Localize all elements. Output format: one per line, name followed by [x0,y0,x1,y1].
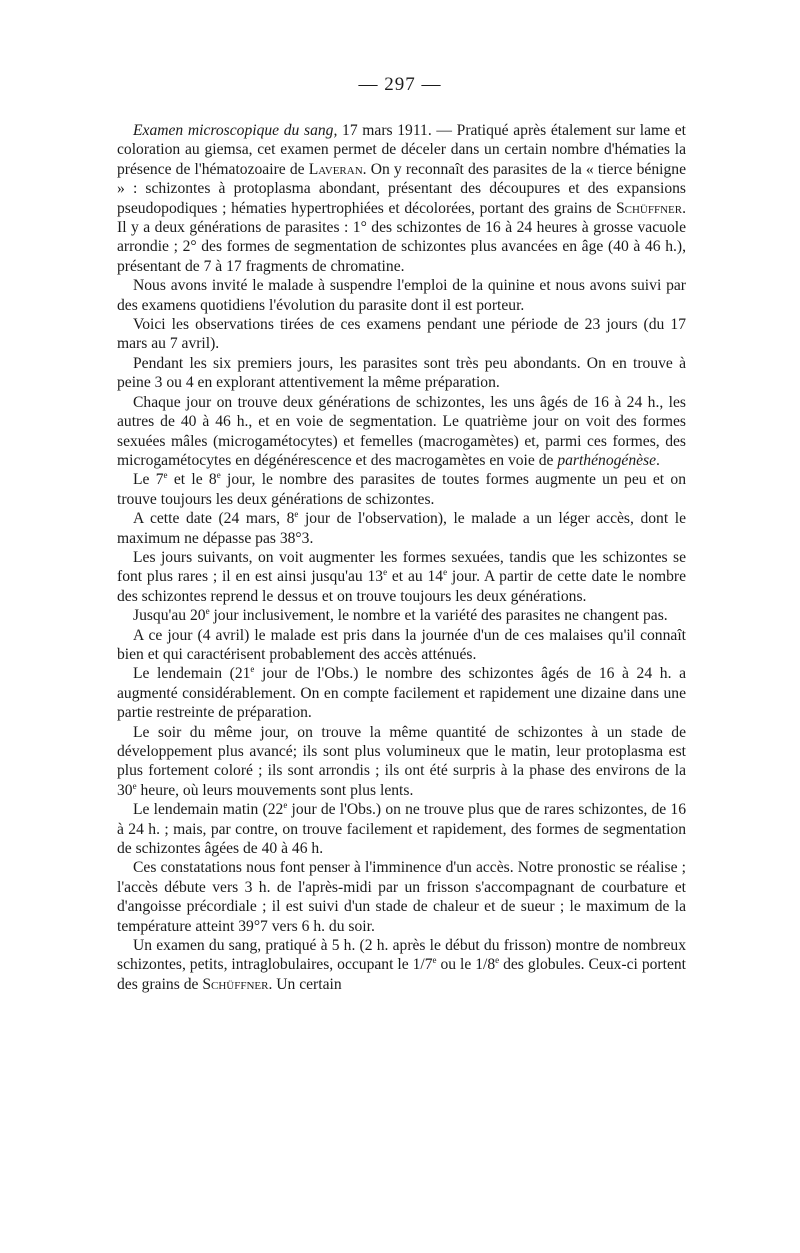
body-text [117,121,686,994]
section-heading: Examen microscopique du sang, [133,122,338,139]
paragraph: Le lendemain (21e jour de l'Obs.) le nombre des schizontes âgés de 16 à 24 h. a augmenté considérablement. On en compte facilement et rapidement une dizaine dans une partie restreinte de préparation. [117,664,687,722]
paragraph: A ce jour (4 avril) le malade est pris dans la journée d'un de ces malaises qu'il connaît bien et qui caractérisent probablement des accès atténués. [117,626,686,663]
paragraph: Examen microscopique du sang, 17 mars 1911. — Pratiqué après étalement sur lame et coloration au giemsa, cet examen permet de déceler dans un certain nombre d'hématies la présence de l'hématozoaire de Laveran. On y reconnaît des parasites de la « tierce bénigne » : schizontes à protoplasma abondant, présentant des découpures et des expansions pseudopodiques ; hématies hypertrophiées et décolorées, portant des grains de Schüffner. Il y a deux générations de parasites : 1° des schizontes de 16 à 24 heures à grosse vacuole arrondie ; 2° des formes de segmentation de schizontes plus avancées en âge (40 à 46 h.), présentant de 7 à 17 fragments de chromatine. [117,122,686,275]
paragraph: A cette date (24 mars, 8e jour de l'observation), le malade a un léger accès, dont le maximum ne dépasse pas 38°3. [117,508,686,547]
paragraph: Chaque jour on trouve deux générations de schizontes, les uns âgés de 16 à 24 h., les autres de 40 à 46 h., et en voie de segmentation. Le quatrième jour on voit des formes sexuées mâles (microgamétocytes) et femelles (macrogamètes) et, parmi ces formes, des microgamétocytes en dégénérescence et des macrogamètes en voie de parthénogénèse. [117,393,686,469]
paragraph: Voici les observations tirées de ces examens pendant une période de 23 jours (du 17 mars au 7 avril). [117,316,686,353]
author-name: Schüffner [615,199,683,217]
paragraph: Ces constatations nous font penser à l'imminence d'un accès. Notre pronostic se réalise ; l'accès débute vers 3 h. de l'après-midi par un frisson s'accompagnant de courbature et d'angoisse précordiale ; il est suivi d'un stade de chaleur et de sueur ; le maximum de la température atteint 39°7 vers 6 h. du soir. [117,859,686,935]
paragraph: Pendant les six premiers jours, les parasites sont très peu abondants. On en trouve à peine 3 ou 4 en explorant attentivement la même préparation. [117,354,686,392]
page-number: — 297 — [358,74,442,95]
paragraph: Le soir du même jour, on trouve la même quantité de schizontes à un stade de développement plus avancé; ils sont plus volumineux que le matin, leur protoplasma est plus fortement coloré ; ils sont arrondis ; ils ont été surpris à la phase des environs de la 30e heure, où leurs mouvements sont plus lents. [117,723,686,799]
paragraph: Jusqu'au 20e jour inclusivement, le nombre et la variété des parasites ne changent pas. [133,605,668,625]
paragraph: Un examen du sang, pratiqué à 5 h. (2 h. après le début du frisson) montre de nombreux schizontes, petits, intraglobulaires, occupant le 1/7e ou le 1/8e des globules. Ceux-ci portent des grains de Schüffner. Un certain [117,937,686,993]
paragraph: Le 7e et le 8e jour, le nombre des parasites de toutes formes augmente un peu et on trouve toujours les deux générations de schizontes. [117,470,686,508]
paragraph: Nous avons invité le malade à suspendre l'emploi de la quinine et nous avons suivi par des examens quotidiens l'évolution du parasite dont il est porteur. [117,277,686,314]
author-name: Schüffner [202,975,269,993]
author-name: Laveran [308,160,363,178]
paragraph: Le lendemain matin (22e jour de l'Obs.) on ne trouve plus que de rares schizontes, de 16 à 24 h. ; mais, par contre, on trouve facilement et rapidement, des formes de segmentation de schizontes âgées de 40 à 46 h. [117,800,687,858]
paragraph: Les jours suivants, on voit augmenter les formes sexuées, tandis que les schizontes se font plus rares ; il en est ainsi jusqu'au 13e et au 14e jour. A partir de cette date le nombre des schizontes reprend le dessus et on trouve toujours les deux générations. [117,548,686,605]
